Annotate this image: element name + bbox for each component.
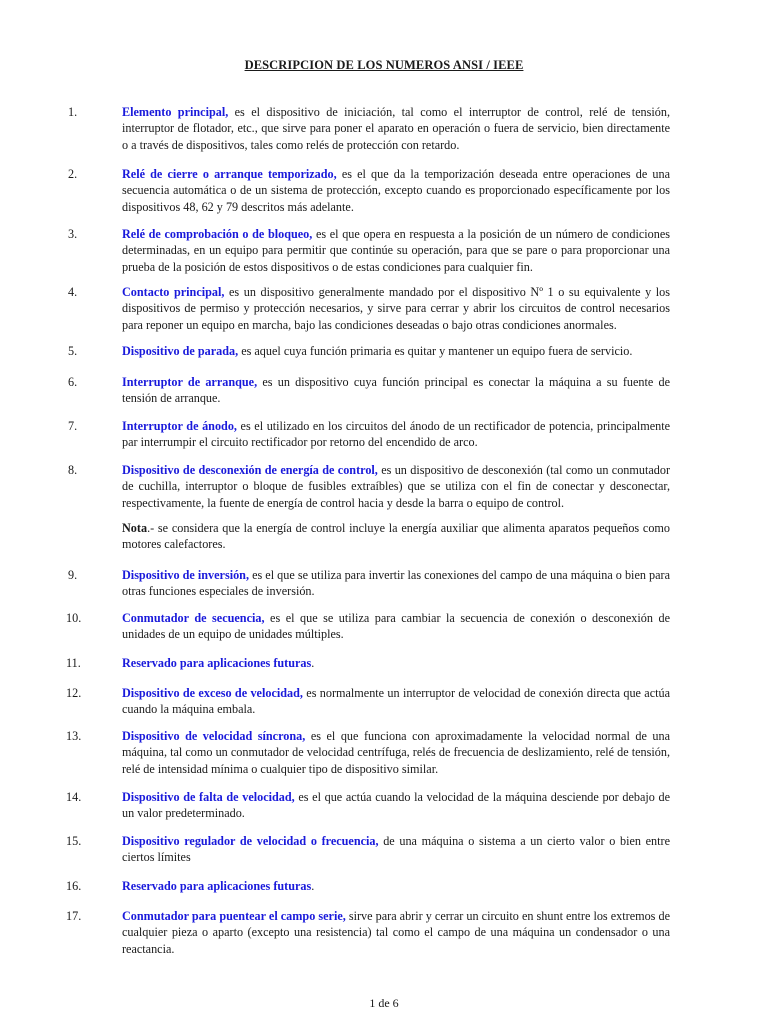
list-item <box>68 104 670 153</box>
item-text: es aquel cuya función primaria es quitar y mantener un equipo fuera de servicio. <box>238 344 633 358</box>
item-body <box>96 166 670 215</box>
item-term: Dispositivo de desconexión de energía de control, <box>122 463 378 477</box>
item-number: 4. <box>68 285 78 299</box>
item-text: es el utilizado en los circuitos del ánodo de un rectificador de potencia, principalmente par interrumpir el circuito rectificador por retorno del encendido de arco. <box>122 419 671 450</box>
item-body <box>96 104 670 153</box>
item-text: sirve para abrir y cerrar un circuito en shunt entre los extremos de cualquier pieza o aparto (excepto una resistencia) tal como el campo de una máquina un condensador o una reactancia. <box>122 909 671 956</box>
list-item <box>66 655 670 671</box>
item-body <box>96 284 670 333</box>
item-term: Conmutador para puentear el campo serie, <box>122 909 346 923</box>
item-text: es el que se utiliza para invertir las conexiones del campo de una máquina o bien para otras funciones especiales de inversión. <box>122 568 670 599</box>
item-text: . <box>311 656 315 670</box>
item-term: Relé de cierre o arranque temporizado, <box>122 167 337 181</box>
item-text: es un dispositivo de desconexión (tal como un conmutador de cuchilla, interruptor o bloque de fusibles extraíbles) que se utiliza con el fin de conectar y desconectar, respectivamente, la fuente de energía de control hacia y desde la barra o equipo de control. <box>122 463 671 510</box>
item-term: Dispositivo regulador de velocidad o frecuencia, <box>122 834 379 848</box>
list-item <box>66 685 670 718</box>
item-body <box>96 462 670 511</box>
item-body <box>96 655 670 671</box>
item-term: Reservado para aplicaciones futuras <box>122 656 312 670</box>
item-term: Contacto principal, <box>122 285 225 299</box>
list-item <box>68 418 671 451</box>
item-term: Dispositivo de velocidad síncrona, <box>122 729 306 743</box>
item-term: Dispositivo de exceso de velocidad, <box>122 686 303 700</box>
list-item <box>66 610 670 643</box>
item-term: Dispositivo de inversión, <box>122 568 250 582</box>
item-number: 9. <box>68 568 78 582</box>
item-number: 1. <box>68 105 78 119</box>
item-text: es el dispositivo de iniciación, tal como el interruptor de control, relé de tensión, interruptor de flotador, etc., que sirve para poner el aparato en operación o fuera de servicio, bien directamente o a través de dispositivos, tales como relés de protección con retardo. <box>122 105 670 152</box>
list-item <box>66 878 670 894</box>
item-number: 11. <box>66 656 81 670</box>
item-text: es un dispositivo generalmente mandado por el dispositivo Nº 1 o su equivalente y los dispositivos de permiso y protección necesarios, y sirve para cerrar y abrir los circuitos de control necesarios para reponer un equipo en marcha, bajo las condiciones deseadas o bajo otras condiciones anormales. <box>122 285 670 332</box>
item-number: 3. <box>68 227 78 241</box>
item-text: es el que funciona con aproximadamente la velocidad normal de una máquina, tal como un conmutador de velocidad centrífuga, relés de frecuencia de deslizamiento, relé de tensión, relé de intensidad mínima o cualquier tipo de dispositivo similar. <box>122 729 670 776</box>
item-body <box>96 610 670 643</box>
item-text: es normalmente un interruptor de velocidad de conexión directa que actúa cuando la máquina embala. <box>122 686 670 717</box>
list-item <box>68 166 670 215</box>
item-text: es el que se utiliza para cambiar la secuencia de conexión o desconexión de unidades de un equipo de unidades múltiples. <box>122 611 670 642</box>
item-number: 13. <box>66 729 82 743</box>
item-body <box>96 685 670 718</box>
item-term: Dispositivo de falta de velocidad, <box>122 790 295 804</box>
list-item <box>66 728 670 777</box>
item-number: 8. <box>68 463 78 477</box>
item-text: es un dispositivo cuya función principal es conectar la máquina a su fuente de tensión de arranque. <box>122 375 670 406</box>
item-body <box>96 789 670 822</box>
item-body <box>96 343 670 359</box>
item-number: 7. <box>68 419 78 433</box>
item-body <box>96 728 670 777</box>
item-text: de una máquina o sistema a un cierto valor o bien entre ciertos límites <box>122 834 670 865</box>
item-number: 10. <box>66 611 82 625</box>
document-title: DESCRIPCION DE LOS NUMEROS ANSI / IEEE <box>244 58 524 72</box>
list-item <box>66 833 670 866</box>
page-number: 1 de 6 <box>369 996 399 1010</box>
item-text: es el que opera en respuesta a la posición de un número de condiciones determinadas, en un equipo para permitir que continúe su operación, para que se pare o para proporcionar una prueba de la posición de estos dispositivos o de estas condiciones para cualquier fin. <box>122 227 670 274</box>
list-item <box>66 908 671 957</box>
list-item <box>68 343 670 359</box>
list-item <box>68 462 671 511</box>
item-term: Reservado para aplicaciones futuras <box>122 879 312 893</box>
item-text: . <box>311 879 315 893</box>
item-term: Interruptor de arranque, <box>122 375 258 389</box>
item-body <box>96 374 670 407</box>
list-item <box>68 374 670 407</box>
item-term: Dispositivo de parada, <box>122 344 239 358</box>
note-label: Nota <box>122 521 148 535</box>
item-body <box>96 878 670 894</box>
item-term: Interruptor de ánodo, <box>122 419 237 433</box>
item-number: 14. <box>66 790 82 804</box>
list-item <box>66 789 670 822</box>
item-body <box>96 418 670 451</box>
item-body <box>96 226 670 275</box>
item-number: 17. <box>66 909 82 923</box>
item-body <box>96 908 670 957</box>
item-body <box>96 567 670 600</box>
item-term: Elemento principal, <box>122 105 229 119</box>
item-term: Conmutador de secuencia, <box>122 611 265 625</box>
item-number: 15. <box>66 834 82 848</box>
item-body <box>96 833 670 866</box>
item-term: Relé de comprobación o de bloqueo, <box>122 227 313 241</box>
item-text: es el que actúa cuando la velocidad de la máquina desciende por debajo de un valor predeterminado. <box>122 790 670 821</box>
list-item <box>68 226 670 275</box>
item-number: 2. <box>68 167 78 181</box>
item-number: 16. <box>66 879 82 893</box>
item-number: 5. <box>68 344 78 358</box>
item-number: 12. <box>66 686 82 700</box>
note-text: .- se considera que la energía de control incluye la energía auxiliar que alimenta aparatos pequeños como motores calefactores. <box>122 521 670 552</box>
item-text: es el que da la temporización deseada entre operaciones de una secuencia automática o de un sistema de protección, excepto cuando es proporcionado específicamente por los dispositivos 48, 62 y 79 descritos más adelante. <box>122 167 670 214</box>
note-paragraph <box>122 520 670 553</box>
list-item <box>68 284 670 333</box>
list-item <box>68 567 670 600</box>
item-number: 6. <box>68 375 78 389</box>
